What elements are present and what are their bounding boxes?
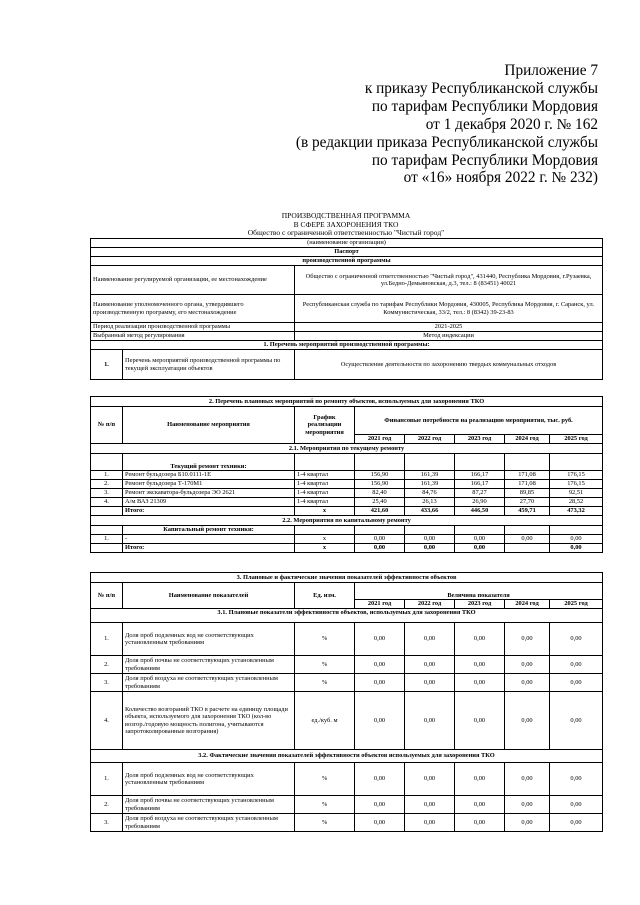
year-header: 2024 год	[505, 435, 550, 444]
passport-title: Паспорт	[91, 248, 603, 257]
blank-cell	[355, 454, 405, 471]
row-value: 161,39	[405, 480, 455, 489]
row-name: -	[123, 535, 295, 544]
row-value: 26,90	[455, 498, 505, 507]
row-value: 171,08	[505, 480, 550, 489]
row-num: 1.	[91, 535, 123, 544]
row-value: 0,00	[455, 623, 505, 656]
year-header: 2023 год	[455, 435, 505, 444]
appendix-line: от «16» ноября 2022 г. № 232)	[403, 169, 598, 187]
subsection-title: 2.2. Мероприятия по капитальному ремонту	[91, 516, 603, 526]
blank-cell	[355, 526, 405, 535]
passport-value: 2021-2025	[295, 323, 603, 332]
row-name: Доля проб подземных вод не соответствующих установленным требованиям	[123, 623, 295, 656]
organization-name: Общество с ограниченной ответственностью "Чистый город"	[247, 228, 445, 237]
row-value: 0,00	[550, 796, 603, 814]
row-value: 166,17	[455, 471, 505, 480]
row-unit: %	[295, 763, 355, 796]
total-value: 421,60	[355, 507, 405, 516]
year-header: 2022 год	[405, 600, 455, 609]
total-label: Итого:	[123, 507, 295, 516]
appendix-line: к приказу Республиканской службы	[364, 79, 598, 97]
row-schedule: х	[295, 535, 355, 544]
row-value: 28,52	[550, 498, 603, 507]
blank-cell	[455, 526, 505, 535]
row-value: 26,13	[405, 498, 455, 507]
blank-cell	[505, 526, 550, 535]
row-value: 89,85	[505, 489, 550, 498]
passport-value: Республиканская служба по тарифам Республики Мордовия, 430005, Республика Мордовия, г. Саранск, ул. Коммунистическая, 33/2, тел.: 8 (8342) 39-23-83	[295, 295, 603, 323]
row-value: 0,00	[405, 656, 455, 674]
col-header-name: Наименование показателей	[123, 583, 295, 609]
row-value: 176,15	[550, 471, 603, 480]
row-value: 0,00	[355, 814, 405, 832]
row-name: Доля проб воздуха не соответствующих установленным требованиям	[123, 674, 295, 692]
year-header: 2025 год	[550, 600, 603, 609]
row-value: 25,40	[355, 498, 405, 507]
row-value: 156,90	[355, 480, 405, 489]
row-unit: %	[295, 814, 355, 832]
year-header: 2024 год	[505, 600, 550, 609]
program-heading	[90, 212, 602, 239]
total-value: 473,32	[550, 507, 603, 516]
row-num: 1.	[91, 471, 123, 480]
row-num: 1.	[91, 763, 123, 796]
row-value: 0,00	[455, 656, 505, 674]
total-schedule: х	[295, 544, 355, 553]
year-header: 2021 год	[355, 435, 405, 444]
group-label: Текущий ремонт техники:	[123, 454, 295, 471]
table-row	[91, 498, 603, 507]
blank-cell	[550, 526, 603, 535]
row-unit: %	[295, 656, 355, 674]
row-value: 0,00	[355, 692, 405, 750]
passport-label: Период реализации производственной программы	[91, 323, 295, 332]
row-value: 0,00	[505, 674, 550, 692]
row-value: 0,00	[355, 623, 405, 656]
blank-cell	[91, 526, 123, 535]
col-header-schedule: График реализации мероприятия	[295, 407, 355, 444]
total-value: 459,71	[505, 507, 550, 516]
row-name: Количество возгораний ТКО в расчете на единицу площади объекта, используемого для захоронения ТКО (кол-во возгор./годовую мощность полигона, учитываются запротоколированные возгорания)	[123, 692, 295, 750]
row-value: 0,00	[405, 796, 455, 814]
row-schedule: 1-4 квартал	[295, 489, 355, 498]
col-header-num: № п/п	[91, 407, 123, 444]
row-value: 0,00	[355, 656, 405, 674]
row-name: Доля проб воздуха не соответствующих установленным требованиям	[123, 814, 295, 832]
row-unit: %	[295, 796, 355, 814]
col-header-financing: Финансовые потребности на реализацию мероприятия, тыс. руб.	[355, 407, 603, 435]
total-value: 433,66	[405, 507, 455, 516]
total-value: 0,00	[355, 544, 405, 553]
row-name: Ремонт экскаватора-бульдозера ЭО 2621	[123, 489, 295, 498]
section3-title: 3. Плановые и фактические значения показателей эффективности объектов	[91, 573, 603, 583]
row-num: 1.	[91, 623, 123, 656]
blank-cell	[550, 454, 603, 471]
total-value: 0,00	[455, 544, 505, 553]
row-value: 0,00	[550, 692, 603, 750]
blank-cell	[405, 526, 455, 535]
total-value: 0,00	[405, 544, 455, 553]
blank-cell	[295, 526, 355, 535]
row-value: 0,00	[550, 656, 603, 674]
row-value: 82,40	[355, 489, 405, 498]
row-num: 3.	[91, 814, 123, 832]
row-num: 4.	[91, 498, 123, 507]
row-unit: ед./куб. м	[295, 692, 355, 750]
row-value: 0,00	[405, 763, 455, 796]
year-header: 2022 год	[405, 435, 455, 444]
col-header-value: Величина показателя	[355, 583, 603, 600]
appendix-line: по тарифам Республики Мордовия	[371, 97, 598, 115]
row-num: 3.	[91, 489, 123, 498]
table-row	[91, 796, 603, 814]
row-value: 0,00	[455, 814, 505, 832]
appendix-line: Приложение 7	[504, 62, 598, 79]
row-value: 0,00	[550, 535, 603, 544]
blank-cell	[295, 454, 355, 471]
passport-table	[90, 238, 603, 380]
subsection-title: 3.2. Фактические значения показателей эффективности объектов используемых для захоронения ТКО	[91, 750, 603, 763]
section2-title: 2. Перечень плановых мероприятий по ремонту объектов, используемых для захоронения ТКО	[91, 397, 603, 407]
row-value: 0,00	[355, 763, 405, 796]
table-row	[91, 489, 603, 498]
blank-cell	[91, 544, 123, 553]
year-header: 2021 год	[355, 600, 405, 609]
row-value: 0,00	[405, 535, 455, 544]
row-name: Ремонт бульдозера Б10.0111-1Е	[123, 471, 295, 480]
row-value: 0,00	[550, 674, 603, 692]
row-num: 2.	[91, 480, 123, 489]
row-name: А/м ВАЗ 21309	[123, 498, 295, 507]
total-row	[91, 507, 603, 516]
total-schedule: х	[295, 507, 355, 516]
section1-label: Перечень мероприятий производственной программы по текущей эксплуатации объектов	[123, 350, 295, 380]
total-value: 446,50	[455, 507, 505, 516]
table-row	[91, 692, 603, 750]
row-value: 0,00	[455, 692, 505, 750]
passport-value: Общество с ограниченной ответственностью "Чистый город", 431440, Республика Мордовия, г.Рузаевка, ул.Бедно-Демьяновская, д.3, тел.: 8 (83451) 40021	[295, 266, 603, 295]
appendix-line: от 1 декабря 2020 г. № 162	[425, 115, 598, 133]
row-value: 0,00	[550, 763, 603, 796]
section1-num: 1.	[91, 350, 123, 380]
row-value: 0,00	[405, 674, 455, 692]
row-unit: %	[295, 623, 355, 656]
program-title: ПРОИЗВОДСТВЕННАЯ ПРОГРАММА	[281, 211, 411, 220]
appendix-line: (в редакции приказа Республиканской службы	[295, 133, 598, 151]
blank-cell	[91, 454, 123, 471]
passport-label: Наименование уполномоченного органа, утвердившего производственную программу, его местонахождение	[91, 295, 295, 323]
total-value: 0,00	[550, 544, 603, 553]
row-schedule: 1-4 квартал	[295, 498, 355, 507]
row-value: 166,17	[455, 480, 505, 489]
row-num: 4.	[91, 692, 123, 750]
row-value: 0,00	[505, 814, 550, 832]
table-row	[91, 656, 603, 674]
row-name: Доля проб почвы не соответствующих установленным требованиям	[123, 656, 295, 674]
row-schedule: 1-4 квартал	[295, 471, 355, 480]
subsection-title: 2.1. Мероприятия по текущему ремонту	[91, 444, 603, 454]
table-row	[91, 471, 603, 480]
row-num: 2.	[91, 656, 123, 674]
row-value: 0,00	[355, 535, 405, 544]
indicators-table	[90, 572, 603, 832]
row-value: 0,00	[355, 796, 405, 814]
row-num: 2.	[91, 796, 123, 814]
row-value: 161,39	[405, 471, 455, 480]
row-name: Ремонт бульдозера Т-170М1	[123, 480, 295, 489]
row-value: 156,90	[355, 471, 405, 480]
table-row	[91, 535, 603, 544]
row-num: 3.	[91, 674, 123, 692]
appendix-header	[296, 62, 598, 187]
total-value	[505, 544, 550, 553]
col-header-name: Наименование мероприятия	[123, 407, 295, 444]
row-value: 0,00	[405, 814, 455, 832]
appendix-line: по тарифам Республики Мордовия	[371, 151, 598, 169]
row-value: 0,00	[455, 796, 505, 814]
row-value: 84,76	[405, 489, 455, 498]
passport-value: Метод индексации	[295, 332, 603, 341]
row-value: 0,00	[550, 814, 603, 832]
row-name: Доля проб подземных вод не соответствующих установленным требованиям	[123, 763, 295, 796]
row-value: 176,15	[550, 480, 603, 489]
row-value: 0,00	[455, 535, 505, 544]
row-value: 0,00	[505, 763, 550, 796]
table-row	[91, 674, 603, 692]
row-value: 0,00	[505, 623, 550, 656]
row-value: 0,00	[455, 763, 505, 796]
org-caption: (наименование организации)	[91, 239, 603, 248]
col-header-unit: Ед. изм.	[295, 583, 355, 609]
section1-title: 1. Перечень мероприятий производственной программы:	[91, 341, 603, 350]
section1-value: Осуществление деятельности по захоронению твердых коммунальных отходов	[295, 350, 603, 380]
table-row	[91, 623, 603, 656]
row-value: 171,08	[505, 471, 550, 480]
total-label: Итого:	[123, 544, 295, 553]
table-row	[91, 814, 603, 832]
row-value: 27,70	[505, 498, 550, 507]
repair-table	[90, 396, 603, 553]
row-value: 0,00	[505, 796, 550, 814]
year-header: 2023 год	[455, 600, 505, 609]
row-value: 0,00	[505, 692, 550, 750]
group-label: Капитальный ремонт техники:	[123, 526, 295, 535]
row-value: 0,00	[355, 674, 405, 692]
total-row	[91, 544, 603, 553]
row-schedule: 1-4 квартал	[295, 480, 355, 489]
program-subtitle: В СФЕРЕ ЗАХОРОНЕНИЯ ТКО	[293, 219, 399, 229]
passport-label: Наименование регулируемой организации, ее местонахождение	[91, 266, 295, 295]
row-name: Доля проб почвы не соответствующих установленным требованиям	[123, 796, 295, 814]
blank-cell	[91, 507, 123, 516]
row-value: 87,27	[455, 489, 505, 498]
year-header: 2025 год	[550, 435, 603, 444]
row-value: 0,00	[505, 535, 550, 544]
row-value: 0,00	[455, 674, 505, 692]
table-row	[91, 480, 603, 489]
subsection-title: 3.1. Плановые показатели эффективности объектов, используемых для захоронения ТКО	[91, 609, 603, 623]
row-value: 0,00	[405, 692, 455, 750]
blank-cell	[455, 454, 505, 471]
blank-cell	[405, 454, 455, 471]
blank-cell	[505, 454, 550, 471]
row-value: 92,51	[550, 489, 603, 498]
row-value: 0,00	[405, 623, 455, 656]
table-row	[91, 763, 603, 796]
row-unit: %	[295, 674, 355, 692]
col-header-num: № п/п	[91, 583, 123, 609]
row-value: 0,00	[505, 656, 550, 674]
passport-subtitle: производственной программы	[91, 257, 603, 266]
passport-label: Выбранный метод регулирования	[91, 332, 295, 341]
row-value: 0,00	[550, 623, 603, 656]
